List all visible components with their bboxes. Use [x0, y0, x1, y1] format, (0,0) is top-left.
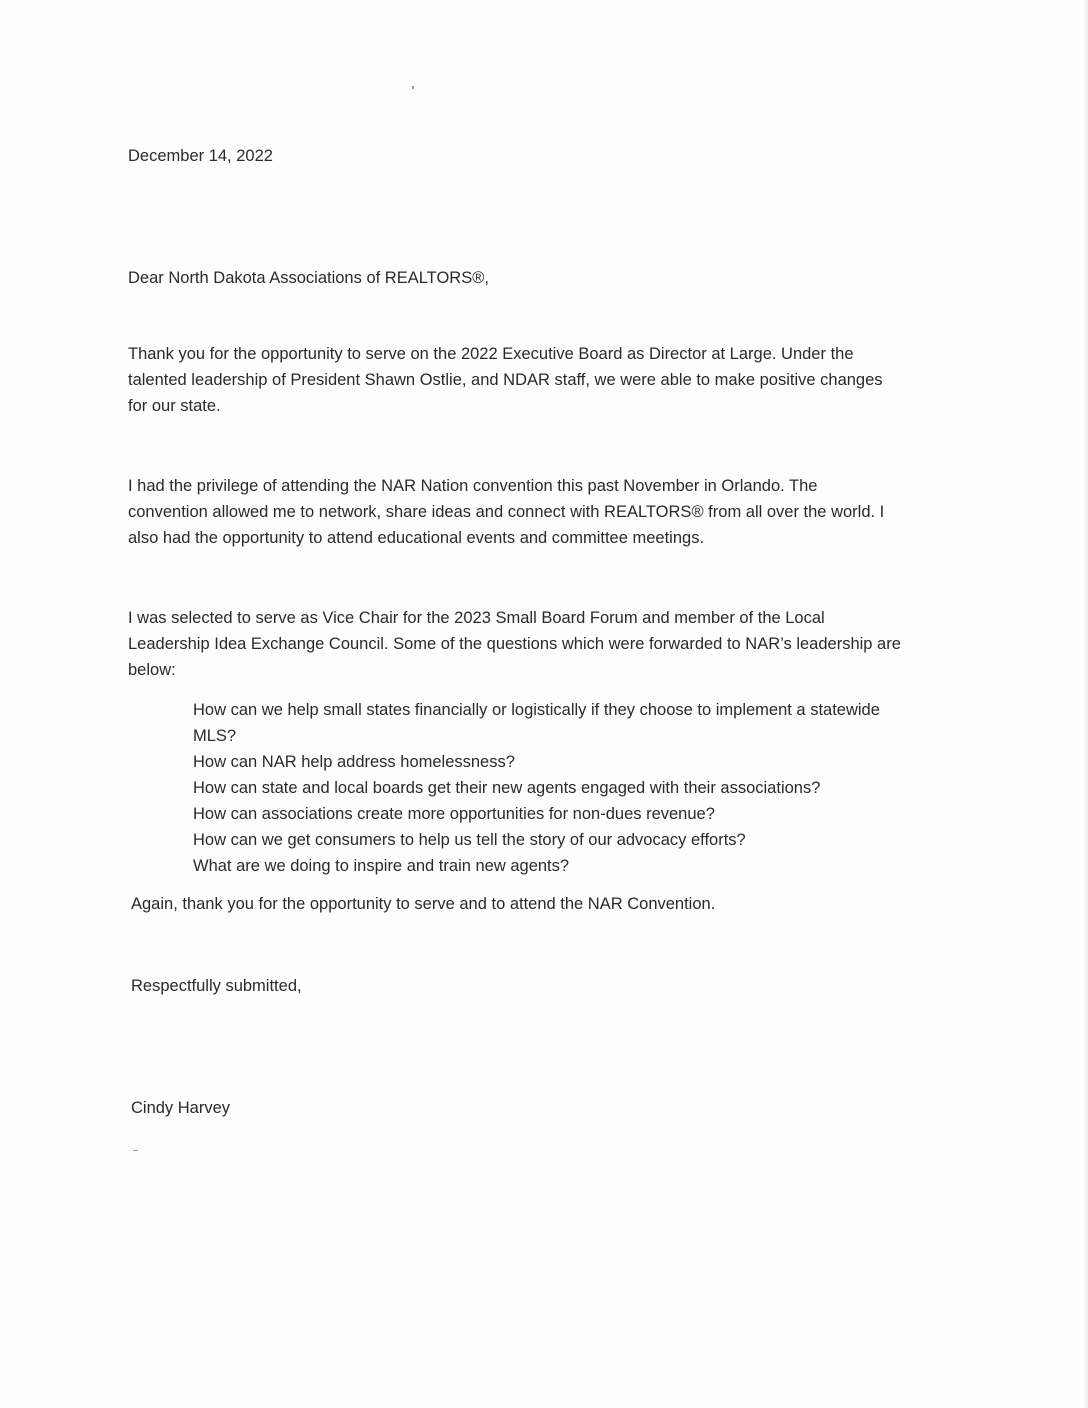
paragraph-line: Thank you for the opportunity to serve on the 2022 Executive Board as Director at Large. Under the: [128, 345, 854, 363]
question-item: MLS?: [193, 727, 237, 745]
paragraph-line: below:: [128, 661, 176, 679]
question-item: How can NAR help address homelessness?: [193, 753, 515, 771]
paragraph-line: Leadership Idea Exchange Council. Some of the questions which were forwarded to NAR’s leadership are: [128, 635, 901, 653]
question-item: What are we doing to inspire and train new agents?: [193, 857, 570, 875]
salutation: Dear North Dakota Associations of REALTORS®,: [128, 269, 489, 287]
question-item: How can associations create more opportunities for non-dues revenue?: [193, 805, 715, 823]
paragraph-convention: [128, 473, 968, 551]
signer-name: Cindy Harvey: [131, 1099, 231, 1117]
scan-speck: [412, 86, 414, 89]
question-item: How can we help small states financially or logistically if they choose to implement a statewide: [193, 701, 880, 719]
paragraph-line: convention allowed me to network, share ideas and connect with REALTORS® from all over the world. I: [128, 503, 885, 521]
question-item: How can state and local boards get their new agents engaged with their associations?: [193, 779, 821, 797]
paragraph-thanks: [128, 341, 968, 419]
paragraph-line: I had the privilege of attending the NAR Nation convention this past November in Orlando. The: [128, 477, 818, 495]
question-item: How can we get consumers to help us tell the story of our advocacy efforts?: [193, 831, 746, 849]
paragraph-vice-chair: [128, 605, 978, 683]
scan-speck: [133, 1150, 138, 1151]
paragraph-line: for our state.: [128, 397, 221, 415]
letter-date: December 14, 2022: [128, 147, 273, 165]
scan-edge: [1082, 0, 1088, 1408]
paragraph-line: talented leadership of President Shawn Ostlie, and NDAR staff, we were able to make positive changes: [128, 371, 883, 389]
paragraph-line: also had the opportunity to attend educational events and committee meetings.: [128, 529, 705, 547]
paragraph-line: I was selected to serve as Vice Chair for the 2023 Small Board Forum and member of the Local: [128, 609, 825, 627]
signoff: Respectfully submitted,: [131, 977, 302, 995]
closing-sentence: Again, thank you for the opportunity to serve and to attend the NAR Convention.: [131, 895, 716, 913]
questions-list: [193, 697, 983, 879]
